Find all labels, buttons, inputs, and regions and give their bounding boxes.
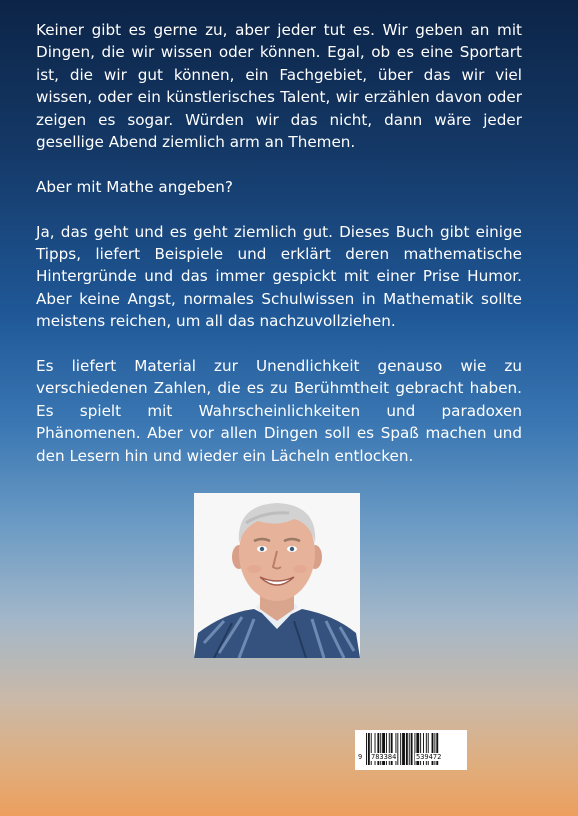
barcode-bar xyxy=(409,733,410,765)
barcode-first-digit: 9 xyxy=(358,753,363,761)
barcode-bar xyxy=(397,733,398,765)
barcode-right-group: 539472 xyxy=(416,753,442,761)
blurb-paragraph-content: Ja, das geht und es geht ziemlich gut. Dieses Buch gibt einige Tipps, liefert Beispiele und erklärt deren mathematische Hintergründe und das immer gespickt mit einer Prise Humor. Aber keine Angst, normales Schulwissen in Mathematik sollte meistens reichen, um all das nachzuvollziehen. xyxy=(36,222,522,331)
barcode-left-group: 783384 xyxy=(371,753,397,761)
blurb-paragraph-topics: Es liefert Material zur Unendlichkeit genauso wie zu verschiedenen Zahlen, die es zu Berühmtheit gebracht haben. Es spielt mit Wahrscheinlichkeiten und paradoxen Phänomenen. Aber vor allen Dingen soll es Spaß machen und den Lesern hin und wieder ein Lächeln entlocken. xyxy=(36,357,522,465)
blurb-paragraph-intro: Keiner gibt es gerne zu, aber jeder tut es. Wir geben an mit Dingen, die wir wissen oder können. Egal, ob es eine Sportart ist, die wir gut können, ein Fachgebiet, über das wir viel wissen, oder ein künstlerisches Talent, wir erzählen davon oder zeigen es sogar. Würden wir das nicht, dann wäre jeder gesellige Abend ziemlich arm an Themen. xyxy=(36,21,522,152)
barcode-bar xyxy=(411,733,413,765)
barcode-bar xyxy=(366,733,367,765)
barcode-bar xyxy=(406,733,408,765)
barcode-bar xyxy=(400,733,401,765)
blurb-paragraph-question: Aber mit Mathe angeben? xyxy=(36,177,233,196)
isbn-barcode xyxy=(355,730,467,770)
blurb-text xyxy=(36,19,522,467)
author-photo xyxy=(194,493,360,658)
barcode-bar xyxy=(402,733,405,765)
